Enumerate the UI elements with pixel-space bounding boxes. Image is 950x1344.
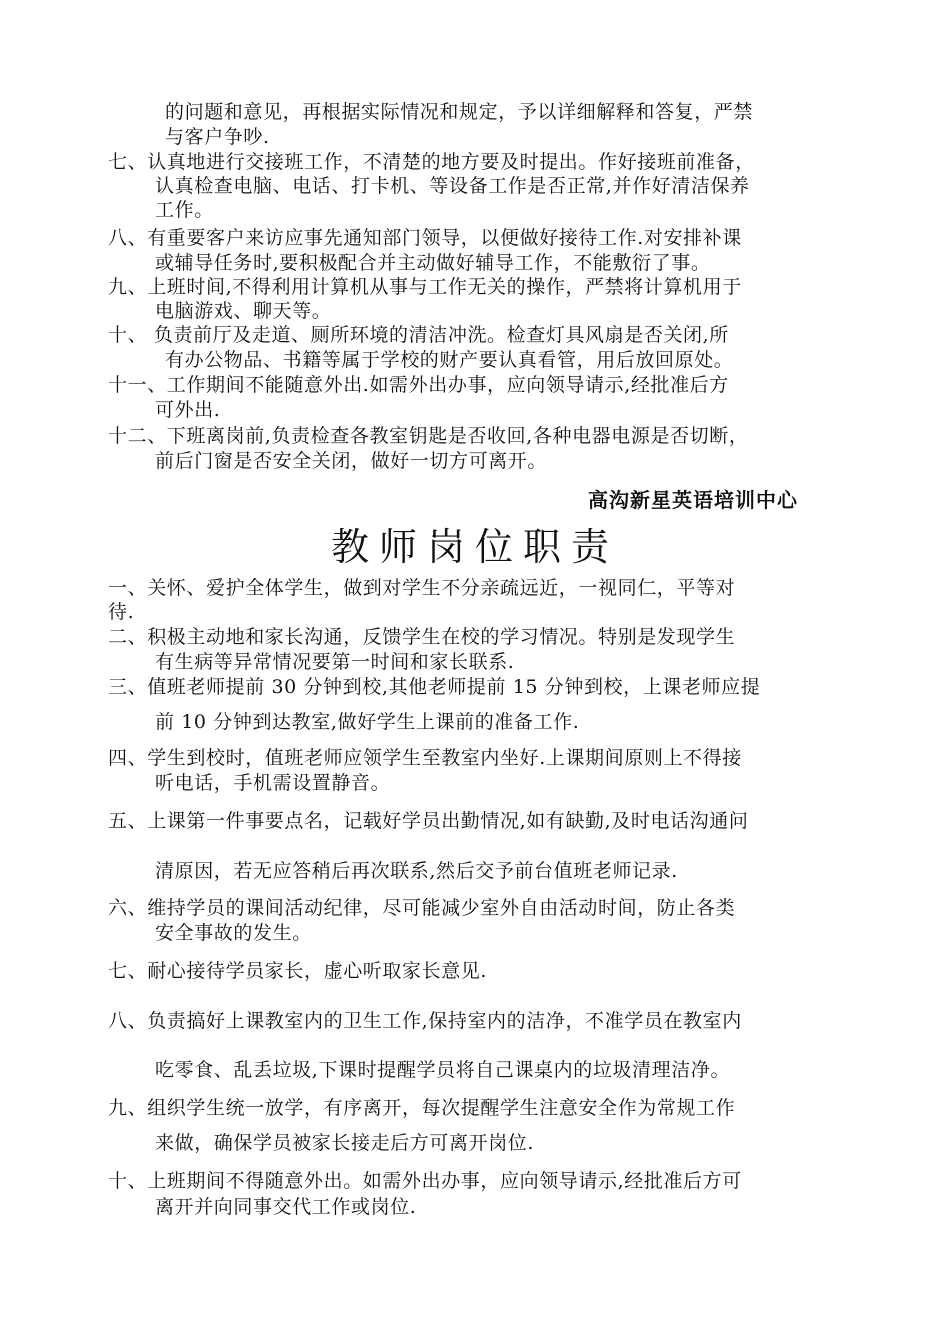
text-line: 十、上班期间不得随意外出。如需外出办事，应向领导请示,经批准后方可 — [108, 1170, 742, 1192]
text-line: 吃零食、乱丢垃圾,下课时提醒学员将自己课桌内的垃圾清理洁净。 — [155, 1059, 731, 1081]
text-line: 十一、工作期间不能随意外出.如需外出办事，应向领导请示,经批准后方 — [108, 374, 729, 396]
text-line: 二、积极主动地和家长沟通，反馈学生在校的学习情况。特别是发现学生 — [108, 626, 736, 648]
text-line: 来做，确保学员被家长接走后方可离开岗位. — [155, 1132, 535, 1154]
text-line: 三、值班老师提前 30 分钟到校,其他老师提前 15 分钟到校，上课老师应提 — [108, 676, 761, 698]
text-line: 六、维持学员的课间活动纪律，尽可能减少室外自由活动时间，防止各类 — [108, 897, 736, 919]
text-line: 听电话，手机需设置静音。 — [155, 772, 391, 794]
organization-name: 高沟新星英语培训中心 — [588, 488, 798, 512]
text-line: 八、有重要客户来访应事先通知部门领导，以便做好接待工作.对安排补课 — [108, 227, 742, 249]
text-line: 前 10 分钟到达教室,做好学生上课前的准备工作. — [155, 711, 580, 733]
text-line: 可外出. — [155, 399, 221, 421]
text-line: 的问题和意见，再根据实际情况和规定，予以详细解释和答复，严禁 — [165, 101, 754, 123]
text-line: 七、耐心接待学员家长，虚心听取家长意见. — [108, 960, 488, 982]
text-line: 十二、下班离岗前,负责检查各教室钥匙是否收回,各种电器电源是否切断， — [108, 425, 749, 447]
text-line: 八、负责搞好上课教室内的卫生工作,保持室内的洁净，不准学员在教室内 — [108, 1010, 742, 1032]
text-line: 与客户争吵. — [165, 126, 270, 148]
text-line: 一、关怀、爱护全体学生，做到对学生不分亲疏远近，一视同仁，平等对 — [108, 577, 736, 599]
text-line: 有生病等异常情况要第一时间和家长联系. — [155, 651, 515, 673]
page-title: 教师岗位职责 — [330, 525, 619, 569]
text-line: 九、组织学生统一放学，有序离开，每次提醒学生注意安全作为常规工作 — [108, 1097, 736, 1119]
text-line: 待. — [108, 601, 135, 623]
text-line: 安全事故的发生。 — [155, 922, 312, 944]
text-line: 五、上课第一件事要点名，记载好学员出勤情况,如有缺勤,及时电话沟通问 — [108, 810, 749, 832]
text-line: 四、学生到校时，值班老师应领学生至教室内坐好.上课期间原则上不得接 — [108, 747, 742, 769]
text-line: 或辅导任务时,要积极配合并主动做好辅导工作，不能敷衍了事。 — [155, 252, 711, 274]
text-line: 电脑游戏、聊天等。 — [155, 300, 332, 322]
text-line: 十、 负责前厅及走道、厕所环境的清洁冲洗。检查灯具风扇是否关闭,所 — [108, 324, 729, 346]
text-line: 前后门窗是否安全关闭，做好一切方可离开。 — [155, 450, 548, 472]
text-line: 认真检查电脑、电话、打卡机、等设备工作是否正常,并作好清洁保养 — [155, 175, 750, 197]
text-line: 七、认真地进行交接班工作，不清楚的地方要及时提出。作好接班前准备， — [108, 151, 755, 173]
text-line: 清原因，若无应答稍后再次联系,然后交予前台值班老师记录. — [155, 860, 678, 882]
text-line: 离开并向同事交代工作或岗位. — [155, 1196, 417, 1218]
text-line: 有办公物品、书籍等属于学校的财产要认真看管，用后放回原处。 — [165, 349, 734, 371]
text-line: 九、上班时间,不得利用计算机从事与工作无关的操作，严禁将计算机用于 — [108, 276, 742, 298]
text-line: 工作。 — [155, 199, 214, 221]
